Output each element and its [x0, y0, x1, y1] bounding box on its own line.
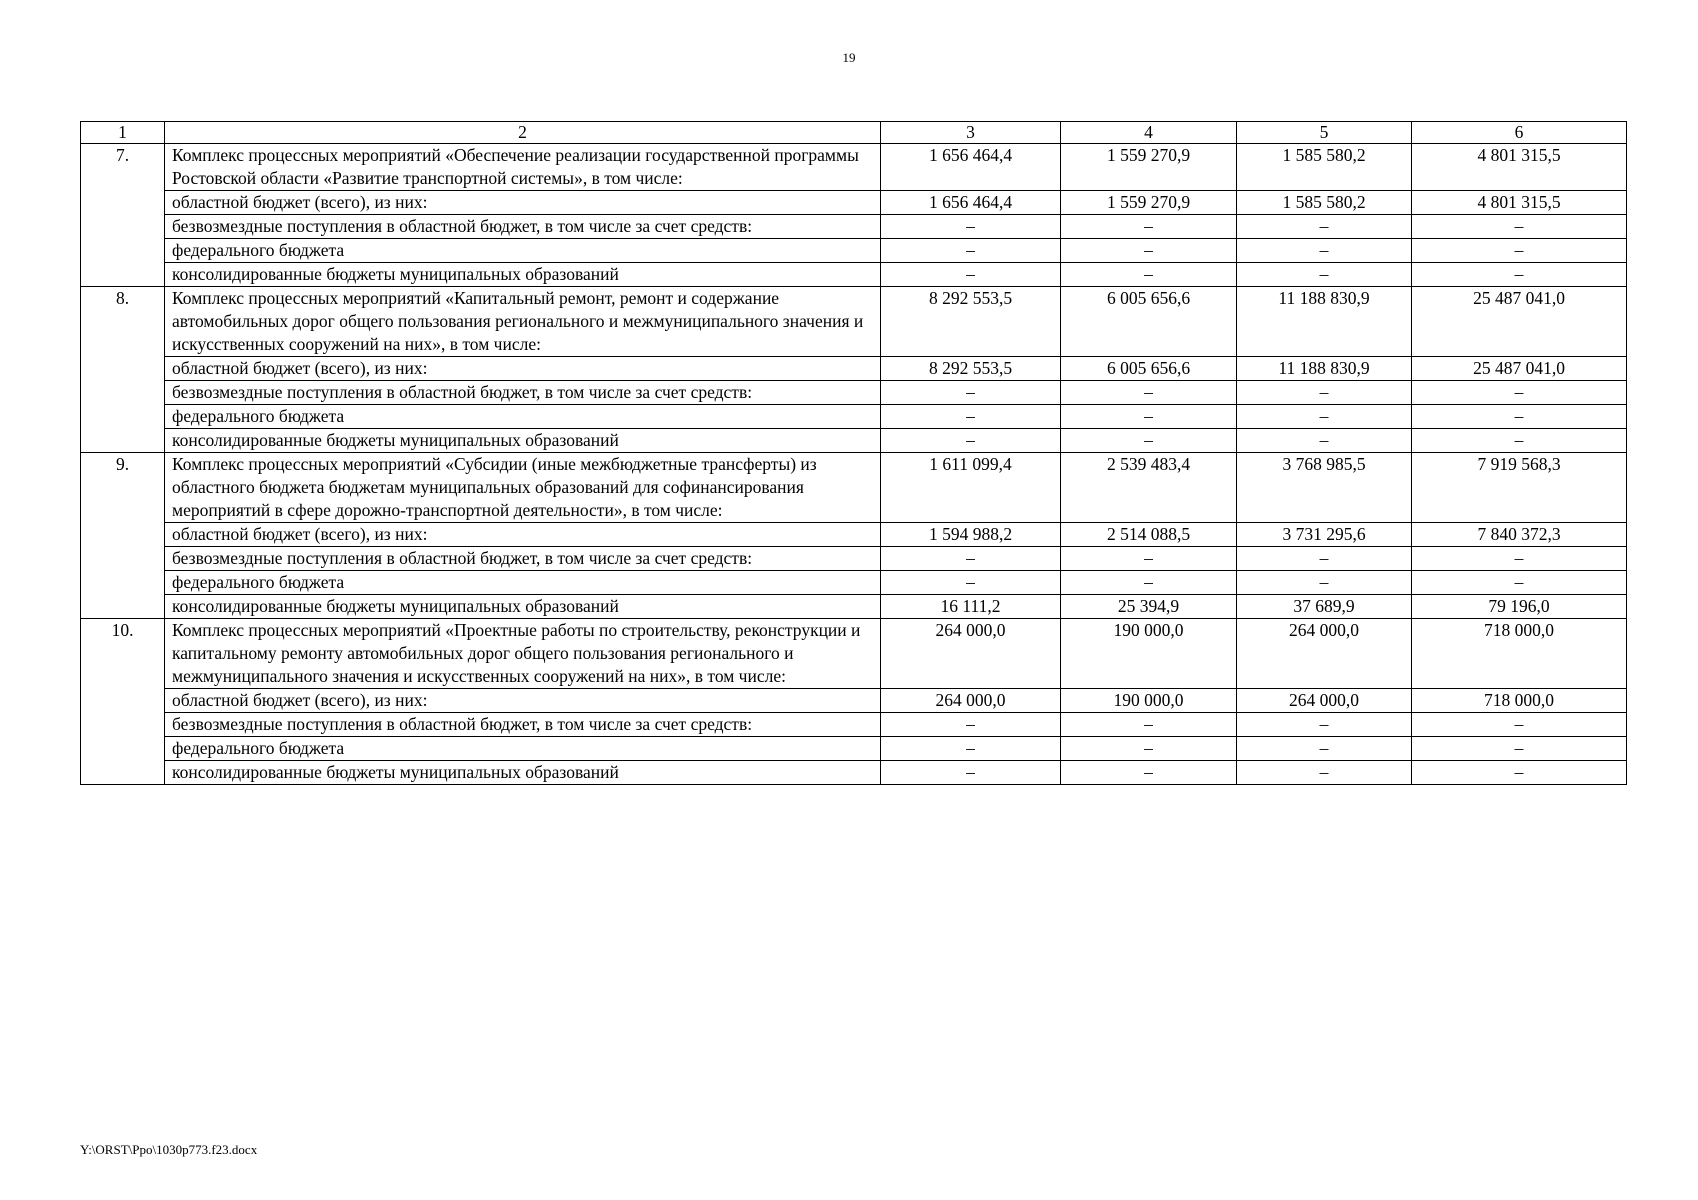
- value-cell: –: [1061, 239, 1237, 263]
- row-label: безвозмездные поступления в областной бюджет, в том числе за счет средств:: [165, 713, 881, 737]
- budget-table: [80, 121, 1627, 785]
- value-cell: –: [1237, 571, 1412, 595]
- value-cell: 6 005 656,6: [1061, 357, 1237, 381]
- value-cell: –: [1412, 737, 1627, 761]
- value-cell: –: [1061, 405, 1237, 429]
- table-row: [81, 357, 1627, 381]
- value-cell: 264 000,0: [1237, 689, 1412, 713]
- value-cell: –: [881, 737, 1061, 761]
- value-cell: 7 919 568,3: [1412, 453, 1627, 523]
- value-cell: 4 801 315,5: [1412, 144, 1627, 191]
- table-row: [81, 619, 1627, 689]
- value-cell: –: [1237, 761, 1412, 785]
- value-cell: 1 559 270,9: [1061, 144, 1237, 191]
- value-cell: 6 005 656,6: [1061, 287, 1237, 357]
- value-cell: –: [881, 263, 1061, 287]
- value-cell: –: [881, 761, 1061, 785]
- value-cell: –: [1412, 239, 1627, 263]
- value-cell: –: [1061, 713, 1237, 737]
- table-row: [81, 215, 1627, 239]
- value-cell: 718 000,0: [1412, 619, 1627, 689]
- table-row: [81, 689, 1627, 713]
- row-label: консолидированные бюджеты муниципальных образований: [165, 761, 881, 785]
- table-row: [81, 287, 1627, 357]
- value-cell: 79 196,0: [1412, 595, 1627, 619]
- row-label: консолидированные бюджеты муниципальных образований: [165, 595, 881, 619]
- value-cell: 7 840 372,3: [1412, 523, 1627, 547]
- value-cell: –: [1412, 381, 1627, 405]
- table-row: [81, 595, 1627, 619]
- row-label: консолидированные бюджеты муниципальных образований: [165, 429, 881, 453]
- row-label: областной бюджет (всего), из них:: [165, 689, 881, 713]
- value-cell: –: [1412, 571, 1627, 595]
- value-cell: 37 689,9: [1237, 595, 1412, 619]
- value-cell: 11 188 830,9: [1237, 287, 1412, 357]
- value-cell: 264 000,0: [881, 689, 1061, 713]
- section-index: 8.: [81, 287, 165, 453]
- footer-file-path: Y:\ORST\Ppo\1030p773.f23.docx: [80, 1142, 258, 1157]
- value-cell: –: [1061, 547, 1237, 571]
- table-row: [81, 263, 1627, 287]
- value-cell: –: [1237, 713, 1412, 737]
- table-row: [81, 523, 1627, 547]
- table-row: [81, 713, 1627, 737]
- value-cell: –: [1412, 713, 1627, 737]
- value-cell: 264 000,0: [881, 619, 1061, 689]
- table-row: [81, 453, 1627, 523]
- row-label: безвозмездные поступления в областной бюджет, в том числе за счет средств:: [165, 215, 881, 239]
- value-cell: –: [1061, 761, 1237, 785]
- value-cell: –: [1412, 263, 1627, 287]
- section-title: Комплекс процессных мероприятий «Проектные работы по строительству, реконструкции и капитальному ремонту автомобильных дорог общего пользования регионального и межмуниципального значения и искусственных сооружений на них», в том числе:: [165, 619, 881, 689]
- value-cell: 1 656 464,4: [881, 191, 1061, 215]
- row-label: федерального бюджета: [165, 239, 881, 263]
- value-cell: –: [1237, 215, 1412, 239]
- value-cell: –: [1237, 405, 1412, 429]
- value-cell: –: [1237, 239, 1412, 263]
- value-cell: –: [1237, 429, 1412, 453]
- section-title: Комплекс процессных мероприятий «Обеспечение реализации государственной программы Ростовской области «Развитие транспортной системы», в том числе:: [165, 144, 881, 191]
- row-label: федерального бюджета: [165, 405, 881, 429]
- value-cell: –: [1237, 547, 1412, 571]
- value-cell: 1 585 580,2: [1237, 144, 1412, 191]
- section-title: Комплекс процессных мероприятий «Субсидии (иные межбюджетные трансферты) из областного бюджета бюджетам муниципальных образований для софинансирования мероприятий в сфере дорожно-транспортной деятельности», в том числе:: [165, 453, 881, 523]
- value-cell: 1 559 270,9: [1061, 191, 1237, 215]
- page-number: 19: [842, 50, 856, 65]
- value-cell: –: [1061, 429, 1237, 453]
- value-cell: 16 111,2: [881, 595, 1061, 619]
- column-header: 3: [881, 122, 1061, 144]
- value-cell: 1 585 580,2: [1237, 191, 1412, 215]
- value-cell: –: [1061, 215, 1237, 239]
- value-cell: 1 656 464,4: [881, 144, 1061, 191]
- value-cell: –: [881, 547, 1061, 571]
- table-row: [81, 405, 1627, 429]
- value-cell: 8 292 553,5: [881, 287, 1061, 357]
- value-cell: 2 514 088,5: [1061, 523, 1237, 547]
- section-index: 10.: [81, 619, 165, 785]
- value-cell: 4 801 315,5: [1412, 191, 1627, 215]
- value-cell: –: [1412, 761, 1627, 785]
- value-cell: –: [1412, 429, 1627, 453]
- value-cell: –: [1061, 263, 1237, 287]
- value-cell: 8 292 553,5: [881, 357, 1061, 381]
- value-cell: –: [881, 215, 1061, 239]
- column-header: 4: [1061, 122, 1237, 144]
- value-cell: –: [881, 713, 1061, 737]
- row-label: федерального бюджета: [165, 571, 881, 595]
- table-row: [81, 239, 1627, 263]
- row-label: областной бюджет (всего), из них:: [165, 523, 881, 547]
- value-cell: –: [1061, 571, 1237, 595]
- value-cell: –: [1237, 263, 1412, 287]
- table-header-row: [81, 122, 1627, 144]
- row-label: безвозмездные поступления в областной бюджет, в том числе за счет средств:: [165, 547, 881, 571]
- value-cell: 718 000,0: [1412, 689, 1627, 713]
- value-cell: 3 768 985,5: [1237, 453, 1412, 523]
- value-cell: –: [1237, 737, 1412, 761]
- table-row: [81, 429, 1627, 453]
- row-label: консолидированные бюджеты муниципальных образований: [165, 263, 881, 287]
- value-cell: 2 539 483,4: [1061, 453, 1237, 523]
- column-header: 5: [1237, 122, 1412, 144]
- value-cell: –: [881, 239, 1061, 263]
- column-header: 1: [81, 122, 165, 144]
- value-cell: –: [1412, 215, 1627, 239]
- value-cell: 1 594 988,2: [881, 523, 1061, 547]
- value-cell: –: [1412, 405, 1627, 429]
- value-cell: –: [1237, 381, 1412, 405]
- table-row: [81, 571, 1627, 595]
- row-label: безвозмездные поступления в областной бюджет, в том числе за счет средств:: [165, 381, 881, 405]
- table-row: [81, 191, 1627, 215]
- table-row: [81, 144, 1627, 191]
- table-row: [81, 737, 1627, 761]
- value-cell: –: [881, 429, 1061, 453]
- value-cell: 1 611 099,4: [881, 453, 1061, 523]
- value-cell: –: [881, 381, 1061, 405]
- value-cell: 190 000,0: [1061, 619, 1237, 689]
- row-label: федерального бюджета: [165, 737, 881, 761]
- column-header: 6: [1412, 122, 1627, 144]
- value-cell: 190 000,0: [1061, 689, 1237, 713]
- column-header: 2: [165, 122, 881, 144]
- table-row: [81, 381, 1627, 405]
- value-cell: –: [1412, 547, 1627, 571]
- section-title: Комплекс процессных мероприятий «Капитальный ремонт, ремонт и содержание автомобильных дорог общего пользования регионального и межмуниципального значения и искусственных сооружений на них», в том числе:: [165, 287, 881, 357]
- row-label: областной бюджет (всего), из них:: [165, 191, 881, 215]
- value-cell: –: [881, 571, 1061, 595]
- value-cell: 11 188 830,9: [1237, 357, 1412, 381]
- value-cell: 25 487 041,0: [1412, 287, 1627, 357]
- section-index: 7.: [81, 144, 165, 287]
- row-label: областной бюджет (всего), из них:: [165, 357, 881, 381]
- value-cell: 3 731 295,6: [1237, 523, 1412, 547]
- value-cell: 25 394,9: [1061, 595, 1237, 619]
- table-row: [81, 547, 1627, 571]
- value-cell: –: [1061, 381, 1237, 405]
- value-cell: 264 000,0: [1237, 619, 1412, 689]
- value-cell: –: [881, 405, 1061, 429]
- section-index: 9.: [81, 453, 165, 619]
- value-cell: 25 487 041,0: [1412, 357, 1627, 381]
- value-cell: –: [1061, 737, 1237, 761]
- table-row: [81, 761, 1627, 785]
